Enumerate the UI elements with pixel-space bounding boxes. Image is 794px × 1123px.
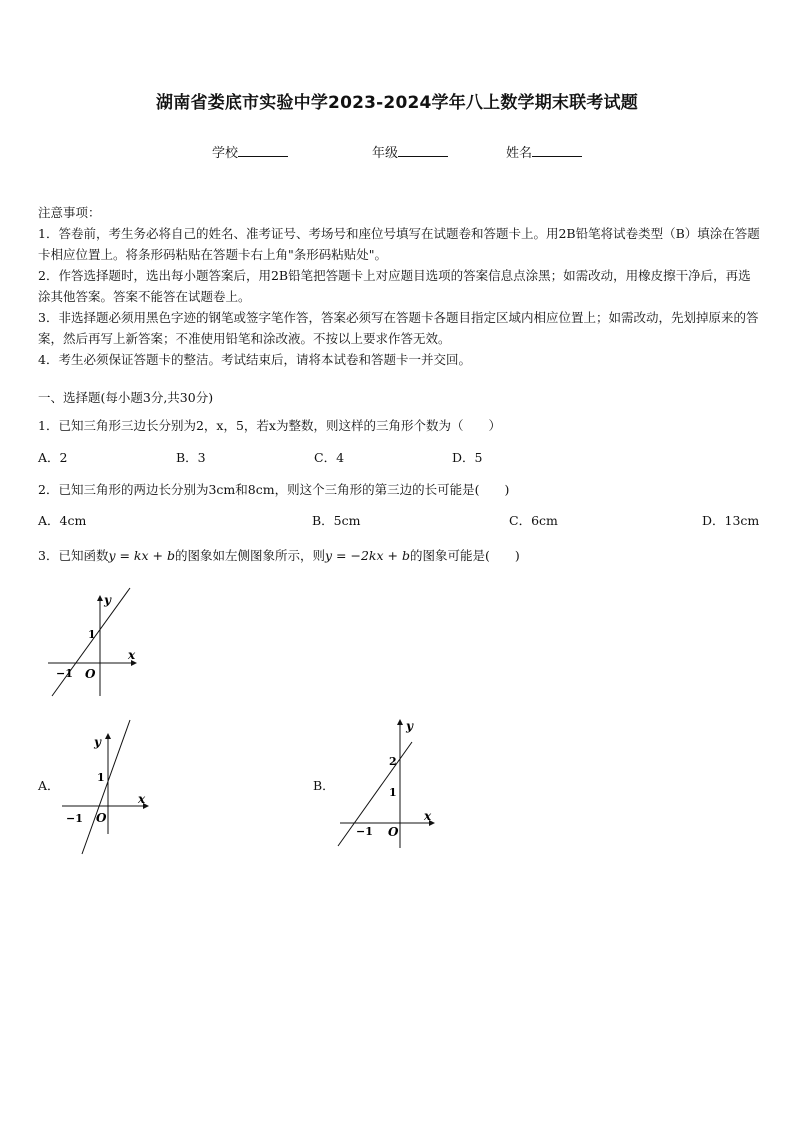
function-line [338, 742, 412, 846]
q3-stem-pre: 3．已知函数 [38, 548, 109, 563]
option-b-graph[interactable] [336, 716, 440, 850]
question-3-stem [38, 546, 520, 564]
grade-label: 年级 [372, 146, 399, 161]
x-intercept-label: −1 [66, 812, 83, 825]
x-intercept-label: −1 [56, 667, 73, 680]
notes-heading: 注意事项： [38, 205, 101, 220]
grade-blank[interactable] [398, 144, 448, 157]
q3-option-a[interactable]: A． [38, 778, 60, 793]
question-1-stem: 1．已知三角形三边长分别为2，x，5，若x为整数，则这样的三角形个数为（ ） [38, 418, 501, 433]
y-label: y [104, 593, 111, 607]
name-label: 姓名 [506, 146, 533, 161]
y-intercept-1-label: 1 [389, 786, 397, 799]
y-intercept-label: 1 [97, 771, 105, 784]
name-field [506, 142, 582, 161]
reference-graph [44, 586, 144, 700]
note-item: 3．非选择题必须用黑色字迹的钢笔或签字笔作答，答案必须写在答题卡各题目指定区域内相应位置上；如需改动，先划掉原来的答案，然后再写上新答案；不准使用铅笔和涂改液。不按以上要求作答无效。 [38, 310, 759, 346]
school-field [212, 142, 288, 161]
origin-label: O [96, 811, 107, 825]
option-a-graph[interactable] [60, 716, 156, 856]
q3-option-b[interactable]: B． [313, 778, 335, 793]
q1-option-c[interactable]: C．4 [314, 450, 345, 465]
q1-option-b[interactable]: B．3 [176, 450, 206, 465]
q2-option-c[interactable]: C．6cm [509, 513, 558, 528]
question-2-stem: 2．已知三角形的两边长分别为3cm和8cm，则这个三角形的第三边的长可能是( ) [38, 482, 510, 497]
grade-field [372, 142, 448, 161]
note-item: 2．作答选择题时，选出每小题答案后，用2B铅笔把答题卡上对应题目选项的答案信息点涂黑；如需改动，用橡皮擦干净后，再选涂其他答案。答案不能答在试题卷上。 [38, 268, 751, 304]
y-intercept-label: 1 [88, 628, 96, 641]
q2-option-b[interactable]: B．5cm [312, 513, 361, 528]
page-title: 湖南省娄底市实验中学2023-2024学年八上数学期末联考试题 [156, 93, 638, 113]
q3-stem-post: 的图象可能是( ) [409, 548, 520, 563]
x-label: x [424, 809, 432, 823]
note-item: 1．答卷前，考生务必将自己的姓名、准考证号、考场号和座位号填写在试题卷和答题卡上。用2B铅笔将试卷类型（B）填涂在答题卡相应位置上。将条形码粘贴在答题卡右上角"条形码粘贴处"。 [38, 226, 760, 262]
y-label: y [406, 719, 413, 733]
x-label: x [128, 648, 136, 662]
y-label: y [94, 735, 101, 749]
q3-stem-mid: 的图象如左侧图象所示，则 [174, 548, 325, 563]
origin-label: O [388, 825, 399, 839]
school-label: 学校 [212, 146, 239, 161]
origin-label: O [85, 667, 96, 681]
note-item: 4．考生必须保证答题卡的整洁。考试结束后，请将本试卷和答题卡一并交回。 [38, 352, 471, 367]
q3-func-2: y = −2kx + b [325, 548, 410, 563]
x-label: x [138, 792, 146, 806]
q3-func-1: y = kx + b [108, 548, 175, 563]
school-blank[interactable] [238, 144, 288, 157]
function-line [82, 720, 130, 854]
q1-option-d[interactable]: D．5 [452, 450, 483, 465]
name-blank[interactable] [532, 144, 582, 157]
q2-option-a[interactable]: A．4cm [38, 513, 87, 528]
q2-option-d[interactable]: D．13cm [702, 513, 760, 528]
notes-block [38, 202, 760, 370]
x-intercept-label: −1 [356, 825, 373, 838]
section-title: 一、选择题(每小题3分,共30分) [38, 390, 214, 405]
y-intercept-2-label: 2 [389, 755, 397, 768]
q1-option-a[interactable]: A．2 [38, 450, 68, 465]
